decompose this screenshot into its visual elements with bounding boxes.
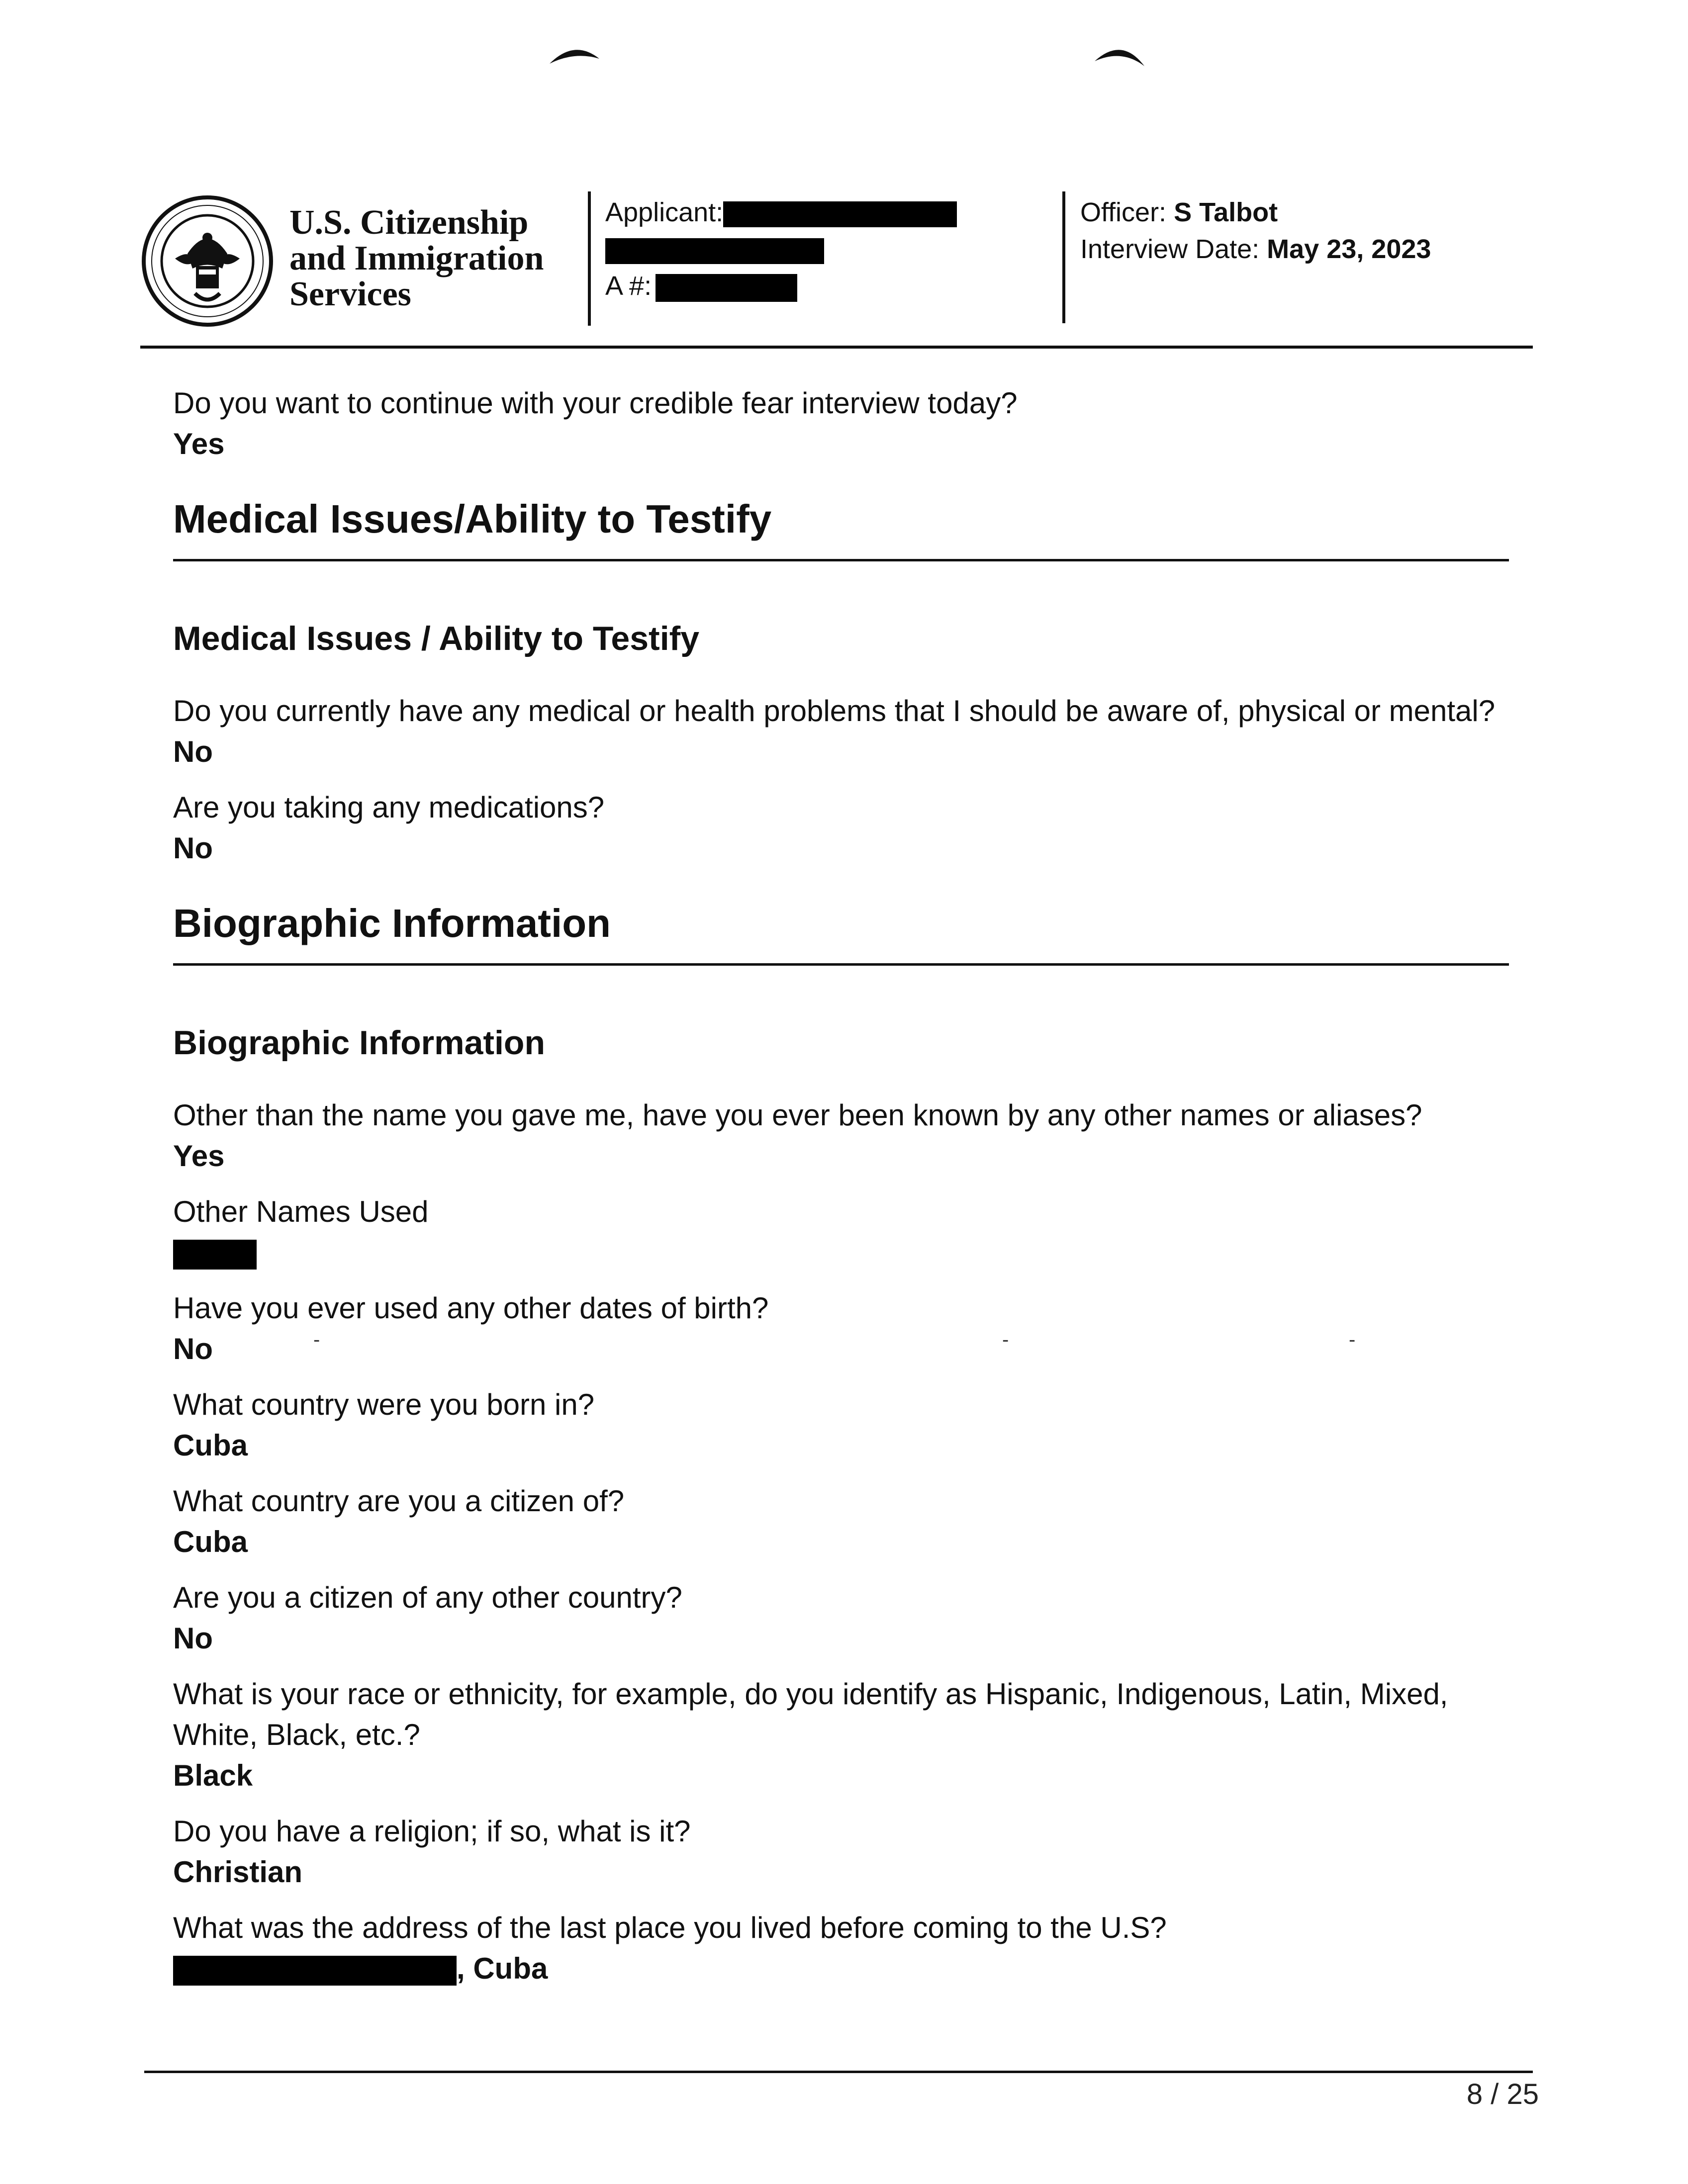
agency-line-3: Services	[289, 275, 411, 313]
scan-speck: -	[1349, 1329, 1356, 1351]
header-rule	[140, 346, 1533, 349]
redaction-bar	[605, 238, 824, 264]
section-rule	[173, 963, 1509, 966]
address-country: , Cuba	[457, 1952, 548, 1985]
answer-text: Christian	[173, 1855, 303, 1889]
redaction-bar	[173, 1240, 257, 1270]
address-answer	[173, 1948, 1516, 1989]
redaction-bar	[656, 274, 797, 302]
answer-text: Black	[173, 1759, 253, 1792]
question-text: Do you currently have any medical or health problems that I should be aware of, physical or mental?	[173, 694, 1496, 728]
subsection-title-biographic: Biographic Information	[173, 1024, 545, 1062]
question-text: What country were you born in?	[173, 1388, 595, 1421]
subsection-title-medical: Medical Issues / Ability to Testify	[173, 620, 700, 657]
applicant-row	[605, 194, 957, 231]
question-text: What country are you a citizen of?	[173, 1484, 625, 1518]
section-rule	[173, 559, 1509, 561]
other-names-value	[173, 1232, 1516, 1273]
agency-line-2: and Immigration	[289, 239, 544, 277]
question-text: Have you ever used any other dates of birth?	[173, 1291, 769, 1325]
header-divider-2	[1062, 191, 1065, 323]
officer-row	[1080, 194, 1431, 231]
redaction-bar	[723, 201, 957, 227]
answer-text: No	[173, 1332, 213, 1365]
answer-text: Yes	[173, 1139, 225, 1173]
section-title-biographic: Biographic Information	[173, 901, 611, 945]
applicant-label: Applicant:	[605, 197, 724, 227]
answer-text: No	[173, 1622, 213, 1655]
interview-date-row	[1080, 231, 1431, 268]
dhs-seal-icon	[140, 194, 275, 328]
page-number: 8 / 25	[1466, 2078, 1539, 2110]
answer-text: No	[173, 831, 213, 865]
section-title-medical: Medical Issues/Ability to Testify	[173, 497, 772, 541]
footer-rule	[144, 2071, 1533, 2073]
punch-hole-mark-left	[547, 39, 602, 69]
applicant-block	[605, 194, 957, 304]
question-text: Do you want to continue with your credible fear interview today?	[173, 386, 1018, 420]
question-text: What is your race or ethnicity, for example, do you identify as Hispanic, Indigenous, Latin, Mixed, White, Black, etc.?	[173, 1677, 1448, 1751]
question-text: Other than the name you gave me, have you ever been known by any other names or aliases?	[173, 1098, 1422, 1132]
a-number-label: A #:	[605, 271, 652, 301]
interview-content	[173, 383, 1516, 2004]
interview-date: May 23, 2023	[1267, 234, 1431, 264]
scan-speck: -	[1002, 1329, 1009, 1351]
officer-block	[1080, 194, 1431, 268]
answer-text: Cuba	[173, 1429, 248, 1462]
answer-text: Cuba	[173, 1525, 248, 1558]
question-text: Are you a citizen of any other country?	[173, 1581, 682, 1614]
question-text: Do you have a religion; if so, what is it?	[173, 1815, 691, 1848]
document-header	[140, 189, 1533, 348]
a-number-row	[605, 268, 957, 304]
scan-speck: -	[313, 1329, 320, 1351]
other-names-label: Other Names Used	[173, 1195, 429, 1228]
header-divider-1	[588, 191, 591, 326]
question-text: What was the address of the last place you lived before coming to the U.S?	[173, 1911, 1167, 1944]
interview-date-label: Interview Date:	[1080, 234, 1260, 264]
redaction-bar	[173, 1956, 457, 1986]
punch-hole-mark-right	[1092, 39, 1147, 69]
answer-text: No	[173, 735, 213, 768]
answer-text: Yes	[173, 427, 225, 460]
question-text: Are you taking any medications?	[173, 791, 605, 824]
officer-name: S Talbot	[1174, 197, 1278, 227]
agency-name	[289, 205, 544, 312]
applicant-row-2	[605, 231, 957, 268]
agency-line-1: U.S. Citizenship	[289, 203, 529, 242]
officer-label: Officer:	[1080, 197, 1167, 227]
